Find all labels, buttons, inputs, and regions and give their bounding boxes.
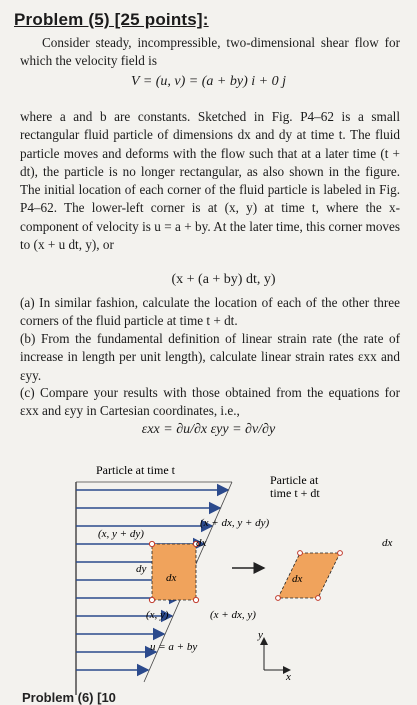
- corner-dot: [338, 551, 343, 556]
- problem-title: Problem (5) [25 points]:: [14, 10, 209, 29]
- label-particle-time-t: Particle at time t: [96, 463, 175, 477]
- corner-dot: [276, 596, 281, 601]
- label-corner-top-right: (x + dx, y + dy): [200, 517, 270, 529]
- moved-corner-equation: (x + (a + by) dt, y): [171, 272, 276, 287]
- label-corner-bottom-right: (x + dx, y): [210, 609, 256, 621]
- corner-dot: [149, 597, 154, 602]
- shear-flow-figure: [0, 460, 417, 700]
- fluid-particle-time-t-dt: [278, 553, 340, 598]
- intro-paragraph: [20, 34, 400, 71]
- label-velocity: u = a + by: [150, 641, 198, 653]
- part-a: (a) In similar fashion, calculate the location of each of the other three corners of the fluid particle at time t + dt.: [20, 295, 400, 329]
- label-dx-top: dx: [196, 537, 207, 549]
- label-particle-time-t-dt-1: Particle at: [270, 473, 319, 487]
- label-dx-right-bottom: dx: [292, 573, 303, 585]
- label-dy: dy: [136, 563, 147, 575]
- corner-dot: [193, 597, 198, 602]
- label-dx-bottom: dx: [166, 572, 177, 584]
- label-corner-bottom-left: (x, y): [146, 609, 169, 621]
- velocity-equation: V = (u, v) = (a + by) i + 0 j: [131, 74, 286, 89]
- label-corner-top-left: (x, y + dy): [98, 528, 144, 540]
- corner-dot: [316, 596, 321, 601]
- figure-p4-62: [0, 460, 417, 700]
- label-axis-y: y: [258, 629, 263, 641]
- intro-text: Consider steady, incompressible, two-dimensional shear flow for which the velocity field is: [20, 35, 400, 69]
- body-paragraph: where a and b are constants. Sketched in Fig. P4–62 is a small rectangular fluid particle of dimensions dx and dy at time t. The fluid particle moves and deforms with the flow such that at a later time (t + dt), the particle is no longer rectangular, as also shown in the figure. The initial location of each corner of the fluid particle is labeled in Fig. P4–62. The lower-left corner is at (x, y) at time t, where the x-component of velocity is u = a + by. At the later time, this corner moves to (x + u dt, y), or: [20, 109, 400, 253]
- next-problem-cut-off: Problem (6) [10: [22, 690, 116, 705]
- label-particle-time-t-dt-2: time t + dt: [270, 486, 320, 500]
- label-axis-x: x: [286, 671, 291, 683]
- corner-dot: [298, 551, 303, 556]
- label-dx-right-top: dx: [382, 537, 393, 549]
- strain-equations: εxx = ∂u/∂x εyy = ∂v/∂y: [141, 422, 276, 437]
- part-c: (c) Compare your results with those obtained from the equations for εxx and εyy in Cartesian coordinates, i.e.,: [20, 385, 400, 419]
- corner-dot: [149, 541, 154, 546]
- part-b: (b) From the fundamental definition of linear strain rate (the rate of increase in length per unit length), calculate linear strain rates εxx and εyy.: [20, 331, 400, 383]
